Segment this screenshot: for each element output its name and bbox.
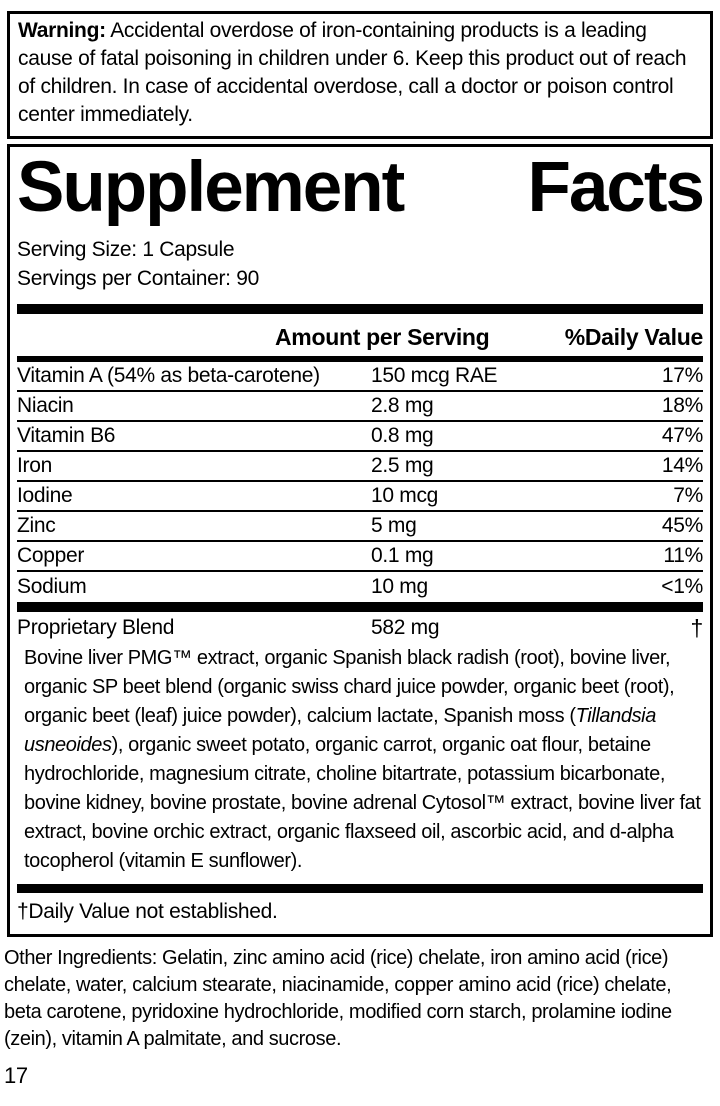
servings-per-container-line: Servings per Container: 90 — [17, 267, 260, 291]
amount-per-serving-header: Amount per Serving — [275, 324, 490, 351]
nutrient-name: Copper — [17, 544, 85, 568]
table-row-iodine — [17, 482, 703, 512]
divider-bar-thick-footnote — [17, 884, 703, 893]
table-row-copper — [17, 542, 703, 572]
table-row-proprietary-blend — [17, 612, 703, 644]
warning-text: Accidental overdose of iron-containing products is a leading cause of fatal poisoning in children under 6. Keep this product out of reach of children. In case of accidental overdose, call a doctor or poison control center immediately. — [18, 19, 687, 126]
nutrient-name: Sodium — [17, 575, 87, 599]
blend-amount: 582 mg — [371, 616, 440, 640]
nutrient-name: Zinc — [17, 514, 56, 538]
divider-bar-thick-blend — [17, 602, 703, 612]
warning-paragraph — [18, 17, 702, 129]
daily-value-footnote: †Daily Value not established. — [17, 900, 278, 924]
daily-value-header: %Daily Value — [564, 324, 703, 351]
table-row-zinc — [17, 512, 703, 542]
table-row-iron — [17, 452, 703, 482]
divider-bar-thick-top — [17, 304, 703, 314]
nutrient-table — [17, 362, 703, 602]
nutrient-amount: 10 mg — [371, 575, 428, 599]
nutrient-amount: 0.8 mg — [371, 424, 434, 448]
table-row-vitamin-a — [17, 362, 703, 392]
table-header-row — [17, 314, 703, 356]
nutrient-daily-value: <1% — [661, 575, 703, 599]
other-ingredients-paragraph: Other Ingredients: Gelatin, zinc amino acid (rice) chelate, iron amino acid (rice) chelate, water, calcium stearate, niacinamide, copper amino acid (rice) chelate, beta carotene, pyridoxine hydrochloride, modified corn starch, prolamine iodine (zein), vitamin A palmitate, and sucrose. — [4, 947, 672, 1051]
nutrient-amount: 150 mcg RAE — [371, 364, 498, 388]
nutrient-daily-value: 47% — [661, 424, 703, 448]
nutrient-daily-value: 11% — [663, 544, 703, 568]
warning-box — [7, 11, 713, 139]
blend-dagger: † — [690, 614, 703, 641]
supplement-facts-panel — [7, 144, 713, 937]
page-number: 17 — [4, 1063, 28, 1089]
title-word-supplement: Supplement — [17, 148, 404, 227]
nutrient-name: Vitamin B6 — [17, 424, 116, 448]
table-row-niacin — [17, 392, 703, 422]
nutrient-daily-value: 45% — [661, 514, 703, 538]
supplement-label-page — [0, 11, 720, 1089]
title-word-facts: Facts — [527, 148, 703, 227]
nutrient-name: Iron — [17, 454, 52, 478]
blend-description: Bovine liver PMG™ extract, organic Spanish black radish (root), bovine liver, organic SP beet blend (organic swiss chard juice powder, organic beet (root), organic beet (leaf) juice powder), calcium lactate, Spanish moss (Tillandsia usneoides), organic sweet potato, organic carrot, organic oat flour, betaine hydrochloride, magnesium citrate, choline bitartrate, potassium bicarbonate, bovine kidney, bovine prostate, bovine adrenal Cytosol™ extract, bovine liver fat extract, bovine orchic extract, organic flaxseed oil, ascorbic acid, and d-alpha tocopherol (vitamin E sunflower). — [24, 647, 701, 873]
nutrient-daily-value: 14% — [661, 454, 703, 478]
table-row-sodium — [17, 572, 703, 602]
nutrient-amount: 2.8 mg — [371, 394, 434, 418]
nutrient-daily-value: 7% — [673, 484, 703, 508]
blend-name: Proprietary Blend — [17, 616, 175, 640]
warning-label: Warning: — [18, 19, 106, 42]
nutrient-amount: 0.1 mg — [371, 544, 434, 568]
nutrient-amount: 10 mcg — [371, 484, 439, 508]
nutrient-name: Vitamin A (54% as beta-carotene) — [17, 364, 320, 388]
nutrient-amount: 5 mg — [371, 514, 417, 538]
nutrient-daily-value: 17% — [661, 364, 703, 388]
nutrient-amount: 2.5 mg — [371, 454, 434, 478]
panel-title — [17, 148, 703, 227]
nutrient-name: Niacin — [17, 394, 74, 418]
nutrient-daily-value: 18% — [661, 394, 703, 418]
nutrient-name: Iodine — [17, 484, 73, 508]
serving-size-line: Serving Size: 1 Capsule — [17, 238, 235, 262]
table-row-vitamin-b6 — [17, 422, 703, 452]
